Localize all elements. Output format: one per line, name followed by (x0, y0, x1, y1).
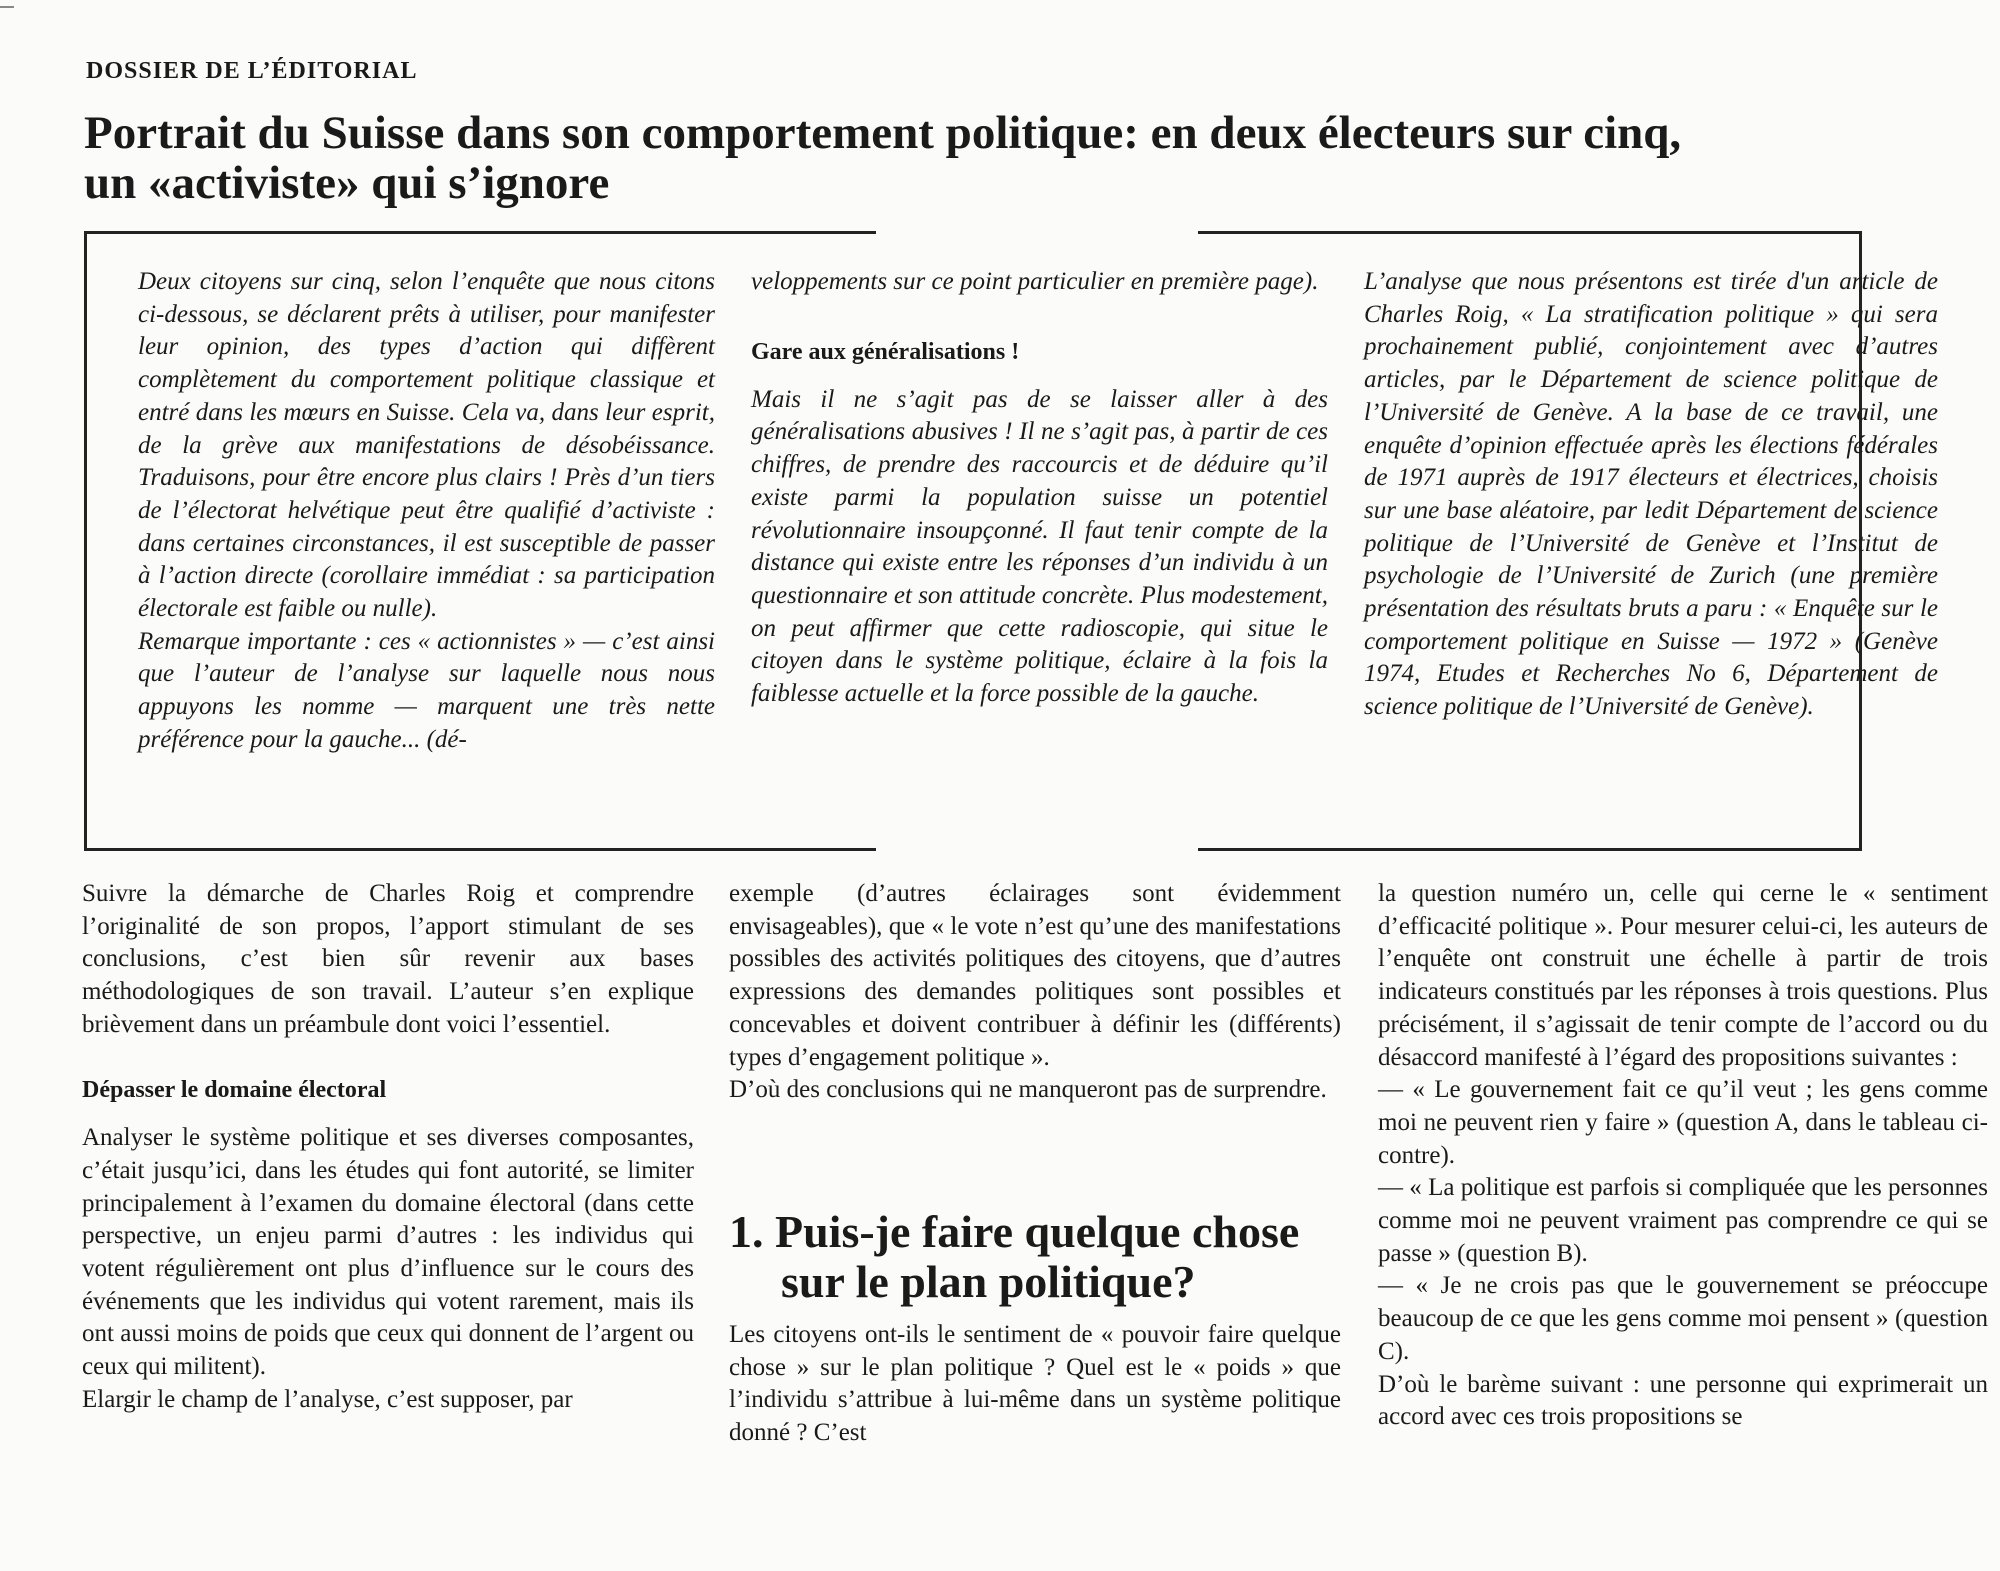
intro-paragraph: L’analyse que nous présentons est tirée d'un article de Charles Roig, « La stratification politique » qui sera prochainement publié, conjointement avec d’autres articles, par le Département de science politique de l’Université de Genève. A la base de ce travail, une enquête d’opinion effectuée après les élections fédérales de 1971 auprès de 1917 électeurs et électrices, choisis sur une base aléatoire, par ledit Département de science politique de l’Université de Genève et l’Institut de psychologie de l’Université de Zurich (une première présentation des résultats bruts a paru : « Enquête sur le comportement politique en Suisse — 1972 » (Genève 1974, Etudes et Recherches No 6, Département de science politique de l’Université de Genève). (1364, 268, 1938, 721)
article-headline (84, 108, 1944, 208)
body-column-1 (82, 878, 694, 1417)
headline-line-2: un «activiste» qui s’ignore (84, 157, 610, 209)
body-paragraph: Elargir le champ de l’analyse, c’est supposer, par (82, 1385, 573, 1413)
body-paragraph: Les citoyens ont-ils le sentiment de « pouvoir faire quelque chose » sur le plan politique ? Quel est le « poids » que l’individu s’attribue à lui-même dans un système politique donné ? C’est (729, 1320, 1341, 1447)
intro-paragraph: Remarque importante : ces « actionnistes » — c’est ainsi que l’auteur de l’analyse sur laquelle nous nous appuyons les nomme — marquent une très nette préférence pour la gauche... (dé- (138, 627, 715, 753)
intro-paragraph: Deux citoyens sur cinq, selon l’enquête que nous citons ci-dessous, se déclarent prêts à utiliser, pour manifester leur opinion, des types d’action qui diffèrent complètement du comportement politique classique et entré dans les mœurs en Suisse. Cela va, dans leur esprit, de la grève aux manifestations de désobéissance. Traduisons, pour être encore plus clairs ! Près d’un tiers de l’électorat helvétique peut être qualifié d’activiste : dans certaines circonstances, il est susceptible de passer à l’action directe (corollaire immédiat : sa participation électorale est faible ou nulle). (138, 268, 715, 623)
body-column-2 (729, 878, 1341, 1450)
scan-corner-mark (0, 0, 14, 8)
body-paragraph: exemple (d’autres éclairages sont évidemment envisageables), que « le vote n’est qu’une des manifestations possibles des activités politiques des citoyens, que d’autres expressions des demandes politiques sont possibles et concevables et doivent contribuer à définir les (différents) types d’engagement politique ». (729, 880, 1341, 1071)
section-title (729, 1207, 1341, 1307)
intro-subheading: Gare aux généralisations ! (751, 338, 1020, 365)
intro-column-2 (751, 266, 1328, 711)
body-subheading: Dépasser le domaine électoral (82, 1076, 387, 1103)
body-paragraph: Suivre la démarche de Charles Roig et comprendre l’originalité de son propos, l’apport stimulant de ses conclusions, c’est bien sûr revenir aux bases méthodologiques de son travail. L’auteur s’en explique brièvement dans un préambule dont voici l’essentiel. (82, 880, 694, 1038)
intro-paragraph: Mais il ne s’agit pas de se laisser aller à des généralisations abusives ! Il ne s’agit pas, à partir de ces chiffres, de prendre des raccourcis et de déduire qu’il existe parmi la population suisse un potentiel révolutionnaire insoupçonné. Il faut tenir compte de la distance qui existe entre les réponses d’un individu à un questionnaire et son attitude concrète. Plus modestement, on peut affirmer que cette radioscopie, qui situe le citoyen dans le système politique, éclaire à la fois la faiblesse actuelle et la force possible de la gauche. (751, 385, 1328, 708)
body-paragraph: — « La politique est parfois si compliquée que les personnes comme moi ne peuvent vraiment pas comprendre ce qui se passe » (question B). (1378, 1174, 1988, 1267)
body-paragraph: la question numéro un, celle qui cerne le « sentiment d’efficacité politique ». Pour mesurer celui-ci, les auteurs de l’enquête ont construit une échelle à partir de trois indicateurs constitués par les réponses à trois questions. Plus précisément, il s’agissait de tenir compte de l’accord ou du désaccord manifesté à l’égard des propositions suivantes : (1378, 880, 1988, 1071)
body-paragraph: D’où des conclusions qui ne manqueront pas de surprendre. (729, 1076, 1327, 1104)
body-paragraph: D’où le barème suivant : une personne qui exprimerait un accord avec ces trois propositions se (1378, 1370, 1988, 1431)
section-kicker: DOSSIER DE L’ÉDITORIAL (86, 58, 418, 84)
body-paragraph: — « Je ne crois pas que le gouvernement se préoccupe beaucoup de ce que les gens comme moi pensent » (question C). (1378, 1272, 1988, 1365)
intro-column-3 (1364, 266, 1938, 724)
intro-paragraph: veloppements sur ce point particulier en première page). (751, 268, 1319, 295)
section-title-line-2: sur le plan politique? (781, 1255, 1196, 1307)
section-title-line-1: 1. Puis-je faire quelque chose (729, 1205, 1300, 1257)
body-column-3 (1378, 878, 1988, 1434)
intro-column-1 (138, 266, 715, 757)
headline-line-1: Portrait du Suisse dans son comportement politique: en deux électeurs sur cinq, (84, 107, 1682, 159)
body-paragraph: Analyser le système politique et ses diverses composantes, c’était jusqu’ici, dans les études qui font autorité, se limiter principalement à l’examen du domaine électoral (dans cette perspective, un enjeu parmi d’autres : les individus qui votent régulièrement ont plus d’influence sur le cours des événements que les individus qui votent rarement, mais ils ont aussi moins de poids que ceux qui donnent de l’argent ou ceux qui militent). (82, 1124, 694, 1381)
body-paragraph: — « Le gouvernement fait ce qu’il veut ; les gens comme moi ne peuvent rien y faire » (question A, dans le tableau ci-contre). (1378, 1076, 1988, 1169)
